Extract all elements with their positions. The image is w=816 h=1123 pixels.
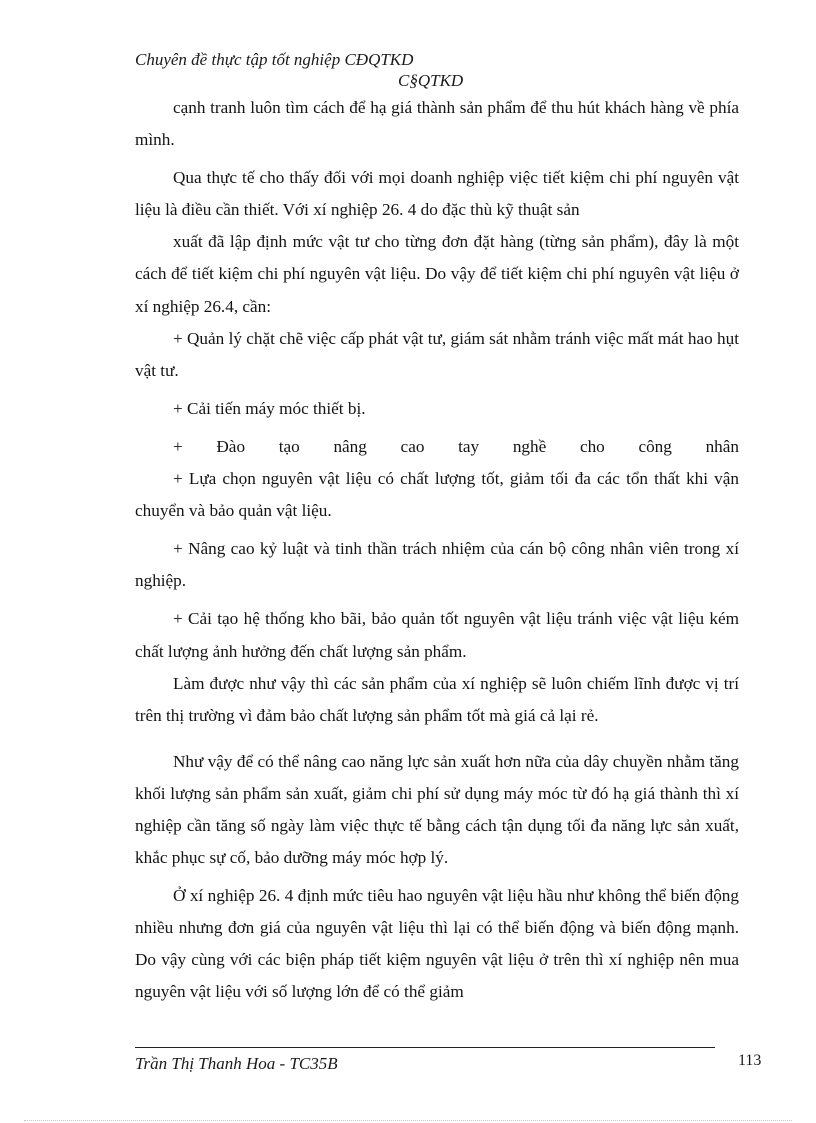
paragraph-cost-saving: Qua thực tế cho thấy đối với mọi doanh nghiệp việc tiết kiệm chi phí nguyên vật liệu là điều cần thiết. Với xí nghiệp 26. 4 do đặc thù kỹ thuật sản (135, 168, 739, 220)
list-item-worker-training: + Đào tạo nâng cao tay nghề cho công nhân (173, 436, 739, 456)
list-item-equipment-upgrade: + Cải tiến máy móc thiết bị. (173, 398, 366, 418)
footer-divider (135, 1047, 715, 1048)
page-number: 113 (738, 1052, 762, 1069)
running-header-title: Chuyên đề thực tập tốt nghiệp CĐQTKD (135, 50, 414, 69)
paragraph-intro: cạnh tranh luôn tìm cách để hạ giá thành sản phẩm để thu hút khách hàng về phía mình. (135, 98, 739, 150)
paragraph-market-position: Làm được như vậy thì các sản phẩm của xí nghiệp sẽ luôn chiếm lĩnh được vị trí trên thị trường vì đảm bảo chất lượng sản phẩm tốt mà giá cả lại rẻ. (135, 673, 739, 725)
body-text (135, 92, 739, 1009)
page-bottom-edge (24, 1120, 792, 1121)
paragraph-bulk-purchase: Ở xí nghiệp 26. 4 định mức tiêu hao nguyên vật liệu hầu như không thể biến động nhiều nhưng đơn giá của nguyên vật liệu thì lại có thể biến động và biến động mạnh. Do vậy cùng với các biện pháp tiết kiệm nguyên vật liệu ở trên thì xí nghiệp nên mua nguyên vật liệu với số lượng lớn để có thể giảm (135, 886, 739, 1002)
paragraph-material-norms: xuất đã lập định mức vật tư cho từng đơn đặt hàng (từng sản phẩm), đây là một cách để tiết kiệm chi phí nguyên vật liệu. Do vậy để tiết kiệm chi phí nguyên vật liệu ở xí nghiệp 26.4, cần: (135, 232, 739, 316)
list-item-material-selection: + Lựa chọn nguyên vật liệu có chất lượng tốt, giảm tối đa các tổn thất khi vận chuyển và bảo quản vật liệu. (135, 469, 739, 521)
list-item-supply-control: + Quản lý chặt chẽ việc cấp phát vật tư, giám sát nhằm tránh việc mất mát hao hụt vật tư. (135, 328, 739, 380)
list-item-warehouse: + Cải tạo hệ thống kho bãi, bảo quản tốt nguyên vật liệu tránh việc vật liệu kém chất lượng ảnh hưởng đến chất lượng sản phẩm. (135, 609, 739, 661)
footer-author: Trần Thị Thanh Hoa - TC35B (135, 1054, 338, 1073)
paragraph-capacity: Như vậy để có thể nâng cao năng lực sản xuất hơn nữa của dây chuyền nhằm tăng khối lượng sản phẩm sản xuất, giảm chi phí sử dụng máy móc từ đó hạ giá thành thì xí nghiệp cần tăng số ngày làm việc thực tế bằng cách tận dụng tối đa năng lực sản xuất, khắc phục sự cố, bảo dưỡng máy móc hợp lý. (135, 751, 739, 868)
list-item-discipline: + Nâng cao kỷ luật và tinh thần trách nhiệm của cán bộ công nhân viên trong xí nghiệp. (135, 539, 739, 591)
running-header-code: C§QTKD (398, 71, 464, 90)
